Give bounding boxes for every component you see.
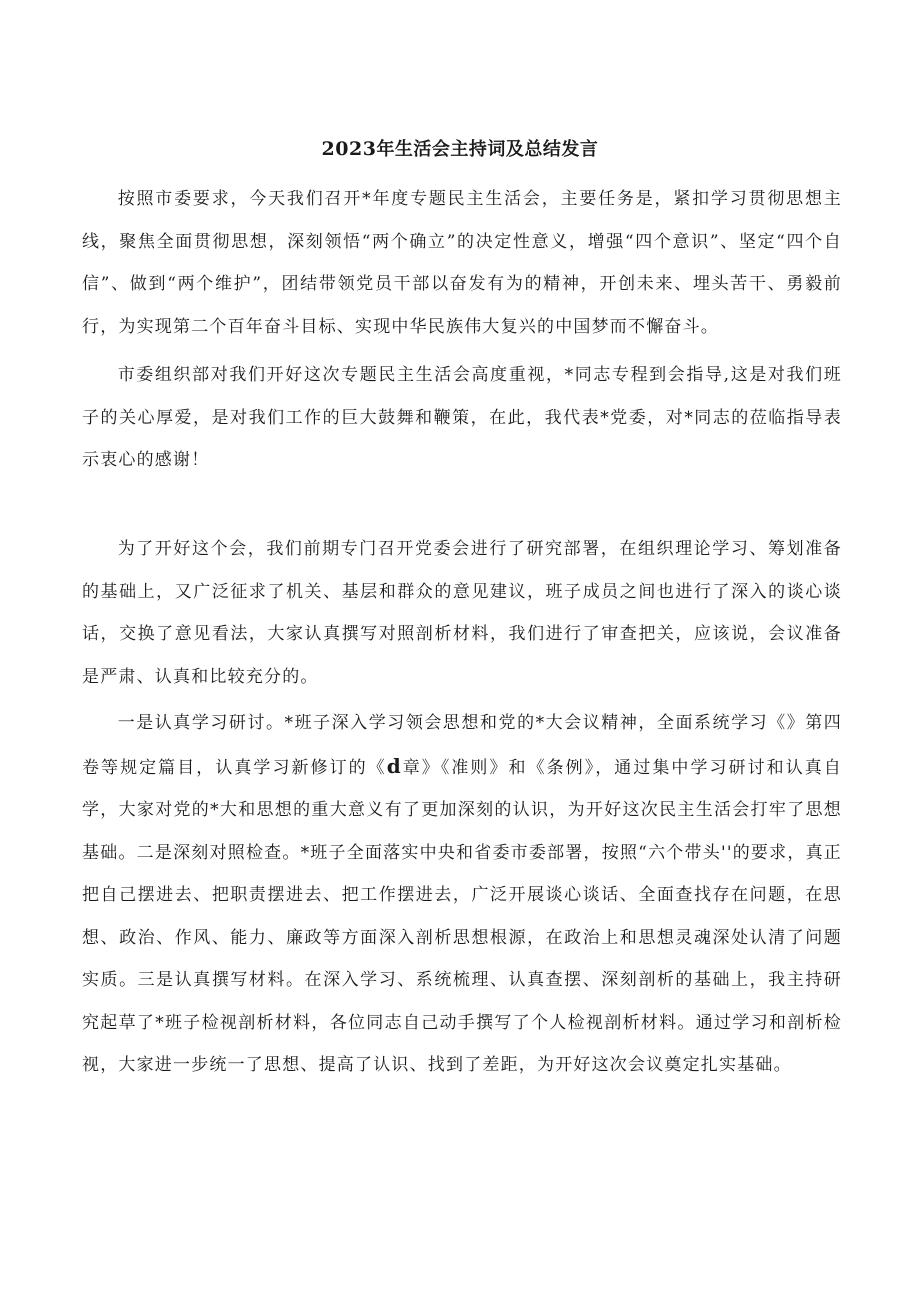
document-title [0, 136, 920, 163]
title-text: 年生活会主持词及总结发言 [376, 139, 599, 160]
paragraph-work-summary-bold-letter: d [386, 753, 402, 778]
paragraph-work-summary [82, 702, 842, 1087]
paragraph-opening: 按照市委要求，今天我们召开*年度专题民主生活会，主要任务是，紧扣学习贯彻思想主线，聚焦全面贯彻思想，深刻领悟“两个确立”的决定性意义，增强“四个意识”、坚定“四个自信”、做到“两个维护”，团结带领党员干部以奋发有为的精神，开创未来、埋头苦干、勇毅前行，为实现第二个百年奋斗目标、实现中华民族伟大复兴的中国梦而不懈奋斗。 [82, 189, 842, 337]
paragraph-preparation: 为了开好这个会，我们前期专门召开党委会进行了研究部署，在组织理论学习、筹划准备的基础上，又广泛征求了机关、基层和群众的意见建议，班子成员之间也进行了深入的谈心谈话，交换了意见看法，大家认真撰写对照剖析材料，我们进行了审查把关，应该说，会议准备是严肃、认真和比较充分的。 [82, 539, 842, 687]
paragraph-thanks: 市委组织部对我们开好这次专题民主生活会高度重视，*同志专程到会指导,这是对我们班子的关心厚爱，是对我们工作的巨大鼓舞和鞭策，在此，我代表*党委，对*同志的莅临指导表示衷心的感谢！ [82, 365, 842, 470]
paragraph-work-summary-part1: 一是认真学习研讨。*班子深入学习领会思想和党的*大会议精神，全面系统学习《》第四卷等规定篇目，认真学习新修订的《 [82, 713, 842, 778]
title-year: 2023 [321, 138, 377, 160]
paragraph-work-summary-part2: 章》《准则》和《条例》，通过集中学习研讨和认真自学，大家对党的*大和思想的重大意义有了更加深刻的认识，为开好这次民主生活会打牢了思想基础。二是深刻对照检查。*班子全面落实中央和省委市委部署，按照“六个带头''的要求，真正把自己摆进去、把职责摆进去、把工作摆进去，广泛开展谈心谈话、全面查找存在问题，在思想、政治、作风、能力、廉政等方面深入剖析思想根源，在政治上和思想灵魂深处认清了问题实质。三是认真撰写材料。在深入学习、系统梳理、认真查摆、深刻剖析的基础上，我主持研究起草了*班子检视剖析材料，各位同志自己动手撰写了个人检视剖析材料。通过学习和剖析检视，大家进一步统一了思想、提高了认识、找到了差距，为开好这次会议奠定扎实基础。 [82, 757, 842, 1075]
